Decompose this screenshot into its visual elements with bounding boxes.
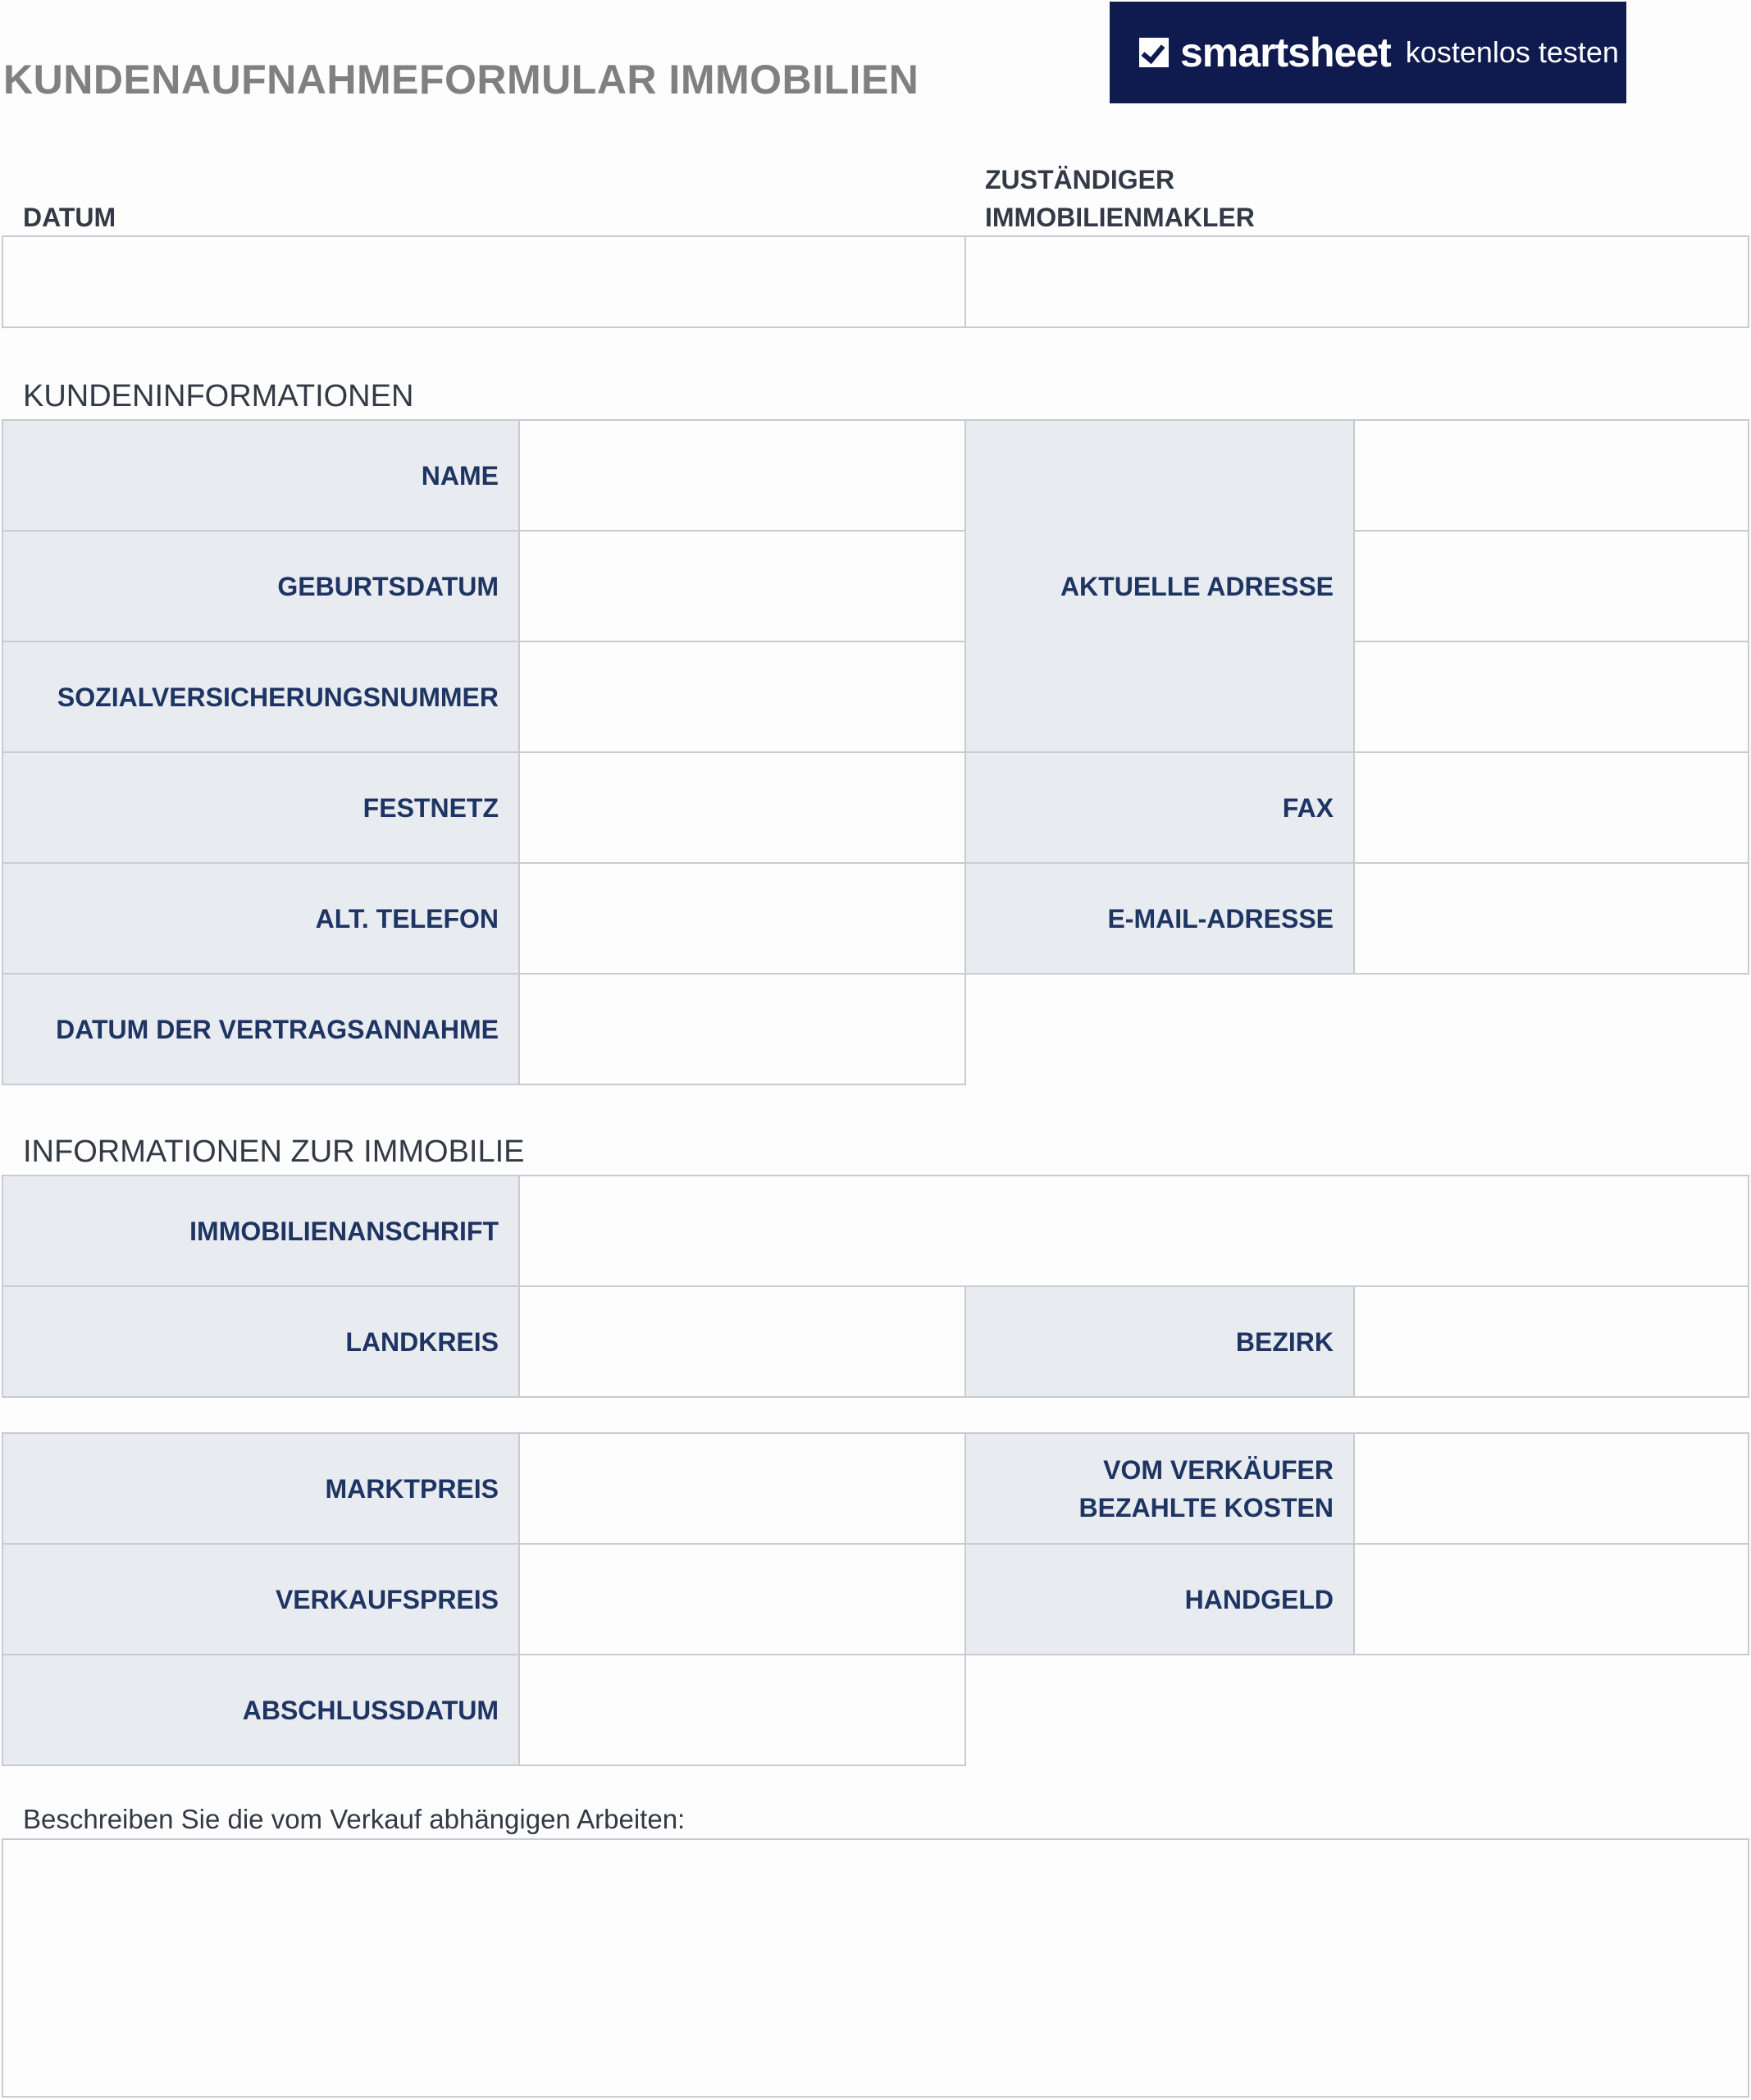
smartsheet-banner[interactable] bbox=[1110, 2, 1626, 103]
customer-section-heading: KUNDENINFORMATIONEN bbox=[23, 379, 414, 413]
date-field[interactable] bbox=[2, 235, 966, 328]
agent-label-line1: ZUSTÄNDIGER bbox=[985, 165, 1175, 194]
sale-price-field[interactable] bbox=[518, 1543, 966, 1655]
contract-date-field[interactable] bbox=[518, 973, 966, 1085]
agent-field[interactable] bbox=[964, 235, 1749, 328]
county-field[interactable] bbox=[518, 1285, 966, 1398]
address-field-line3[interactable] bbox=[1353, 641, 1749, 753]
form-title: KUNDENAUFNAHMEFORMULAR IMMOBILIEN bbox=[3, 57, 919, 103]
address-field-line1[interactable] bbox=[1353, 419, 1749, 532]
deposit-label: HANDGELD bbox=[964, 1543, 1355, 1655]
seller-costs-field[interactable] bbox=[1353, 1432, 1749, 1545]
deposit-field[interactable] bbox=[1353, 1543, 1749, 1655]
fax-field[interactable] bbox=[1353, 751, 1749, 864]
closing-date-field[interactable] bbox=[518, 1654, 966, 1766]
address-field-line2[interactable] bbox=[1353, 530, 1749, 642]
fax-label: FAX bbox=[964, 751, 1355, 864]
landline-label: FESTNETZ bbox=[2, 751, 520, 864]
email-field[interactable] bbox=[1353, 862, 1749, 975]
notes-label: Beschreiben Sie die vom Verkauf abhängigen Arbeiten: bbox=[23, 1804, 686, 1834]
name-label: NAME bbox=[2, 419, 520, 532]
district-field[interactable] bbox=[1353, 1285, 1749, 1398]
seller-costs-label-line2: BEZAHLTE KOSTEN bbox=[1078, 1492, 1334, 1522]
landline-field[interactable] bbox=[518, 751, 966, 864]
date-label: DATUM bbox=[23, 203, 116, 232]
property-address-label: IMMOBILIENANSCHRIFT bbox=[2, 1175, 520, 1287]
property-section-heading: INFORMATIONEN ZUR IMMOBILIE bbox=[23, 1134, 525, 1169]
county-label: LANDKREIS bbox=[2, 1285, 520, 1398]
market-price-label: MARKTPREIS bbox=[2, 1432, 520, 1545]
banner-tagline: kostenlos testen bbox=[1405, 35, 1619, 69]
agent-label bbox=[985, 161, 1255, 236]
birthdate-field[interactable] bbox=[518, 530, 966, 642]
agent-label-line2: IMMOBILIENMAKLER bbox=[985, 203, 1255, 232]
market-price-field[interactable] bbox=[518, 1432, 966, 1545]
brand-name: smartsheet bbox=[1180, 30, 1391, 75]
contract-date-label: DATUM DER VERTRAGSANNAHME bbox=[2, 973, 520, 1085]
alt-phone-field[interactable] bbox=[518, 862, 966, 975]
seller-costs-label bbox=[964, 1432, 1355, 1545]
email-label: E-MAIL-ADRESSE bbox=[964, 862, 1355, 975]
checkmark-icon bbox=[1139, 38, 1169, 67]
name-field[interactable] bbox=[518, 419, 966, 532]
birthdate-label: GEBURTSDATUM bbox=[2, 530, 520, 642]
seller-costs-label-line1: VOM VERKÄUFER bbox=[1103, 1454, 1334, 1485]
alt-phone-label: ALT. TELEFON bbox=[2, 862, 520, 975]
sale-price-label: VERKAUFSPREIS bbox=[2, 1543, 520, 1655]
address-label: AKTUELLE ADRESSE bbox=[964, 419, 1355, 753]
ssn-field[interactable] bbox=[518, 641, 966, 753]
notes-field[interactable] bbox=[2, 1838, 1749, 2098]
district-label: BEZIRK bbox=[964, 1285, 1355, 1398]
ssn-label: SOZIALVERSICHERUNGSNUMMER bbox=[2, 641, 520, 753]
property-address-field[interactable] bbox=[518, 1175, 1749, 1287]
closing-date-label: ABSCHLUSSDATUM bbox=[2, 1654, 520, 1766]
